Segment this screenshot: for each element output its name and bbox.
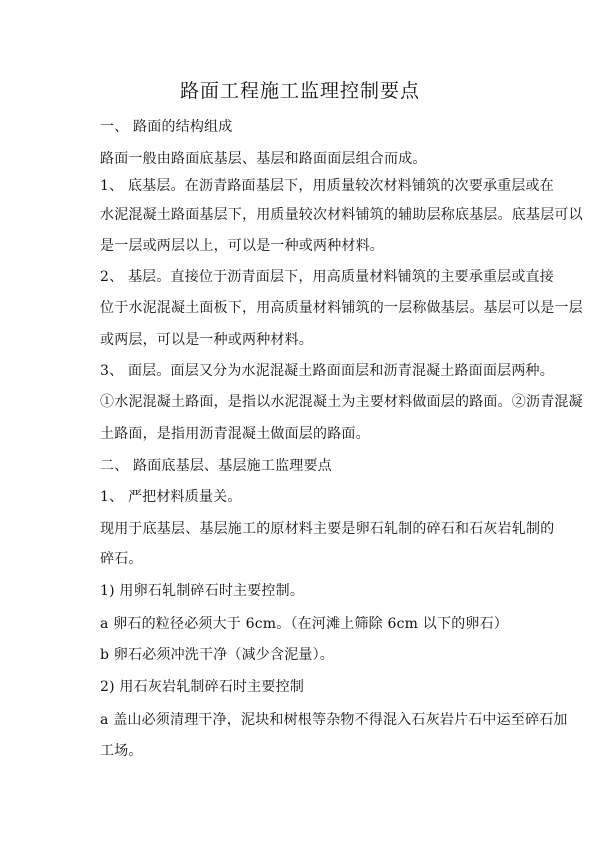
paragraph-line: 土路面，是指用沥青混凝土做面层的路面。 bbox=[100, 426, 370, 442]
section-heading-2: 二、 路面底基层、基层施工监理要点 bbox=[100, 458, 332, 474]
paragraph-line: 是一层或两层以上，可以是一种或两种材料。 bbox=[100, 238, 384, 254]
paragraph-line: 或两层，可以是一种或两种材料。 bbox=[100, 332, 313, 348]
paragraph-line: 现用于底基层、基层施工的原材料主要是卵石轧制的碎石和石灰岩轧制的 bbox=[100, 521, 555, 537]
document-title: 路面工程施工监理控制要点 bbox=[179, 80, 420, 102]
paragraph-line: 1) 用卵石轧制碎石时主要控制。 bbox=[100, 583, 305, 599]
paragraph-line: b 卵石必须冲洗干净（减少含泥量）。 bbox=[100, 647, 335, 663]
paragraph-line: 2、 基层。直接位于沥青面层下，用高质量材料铺筑的主要承重层或直接 bbox=[100, 269, 554, 285]
paragraph-line: ①水泥混凝土路面，是指以水泥混凝土为主要材料做面层的路面。②沥青混凝 bbox=[100, 394, 583, 410]
paragraph-line: 工场。 bbox=[100, 743, 143, 759]
paragraph-line: 位于水泥混凝土面板下，用高质量材料铺筑的一层称做基层。基层可以是一层 bbox=[100, 300, 583, 316]
paragraph-line: 1、 严把材料质量关。 bbox=[100, 489, 242, 505]
paragraph-line: 水泥混凝土路面基层下，用质量较次材料铺筑的辅助层称底基层。底基层可以 bbox=[100, 207, 583, 223]
paragraph-line: a 卵石的粒径必须大于 6cm。（在河滩上筛除 6cm 以下的卵石） bbox=[100, 616, 508, 632]
paragraph-line: 3、 面层。面层又分为水泥混凝土路面面层和沥青混凝土路面面层两种。 bbox=[100, 363, 554, 379]
section-heading-1: 一、 路面的结构组成 bbox=[100, 119, 233, 135]
paragraph-line: 路面一般由路面底基层、基层和路面面层组合而成。 bbox=[100, 151, 427, 167]
paragraph-line: 1、 底基层。在沥青路面基层下，用质量较次材料铺筑的次要承重层或在 bbox=[100, 178, 554, 194]
paragraph-line: a 盖山必须清理干净，泥块和树根等杂物不得混入石灰岩片石中运至碎石加 bbox=[100, 712, 568, 728]
paragraph-line: 碎石。 bbox=[100, 551, 143, 567]
paragraph-line: 2) 用石灰岩轧制碎石时主要控制 bbox=[100, 679, 305, 695]
